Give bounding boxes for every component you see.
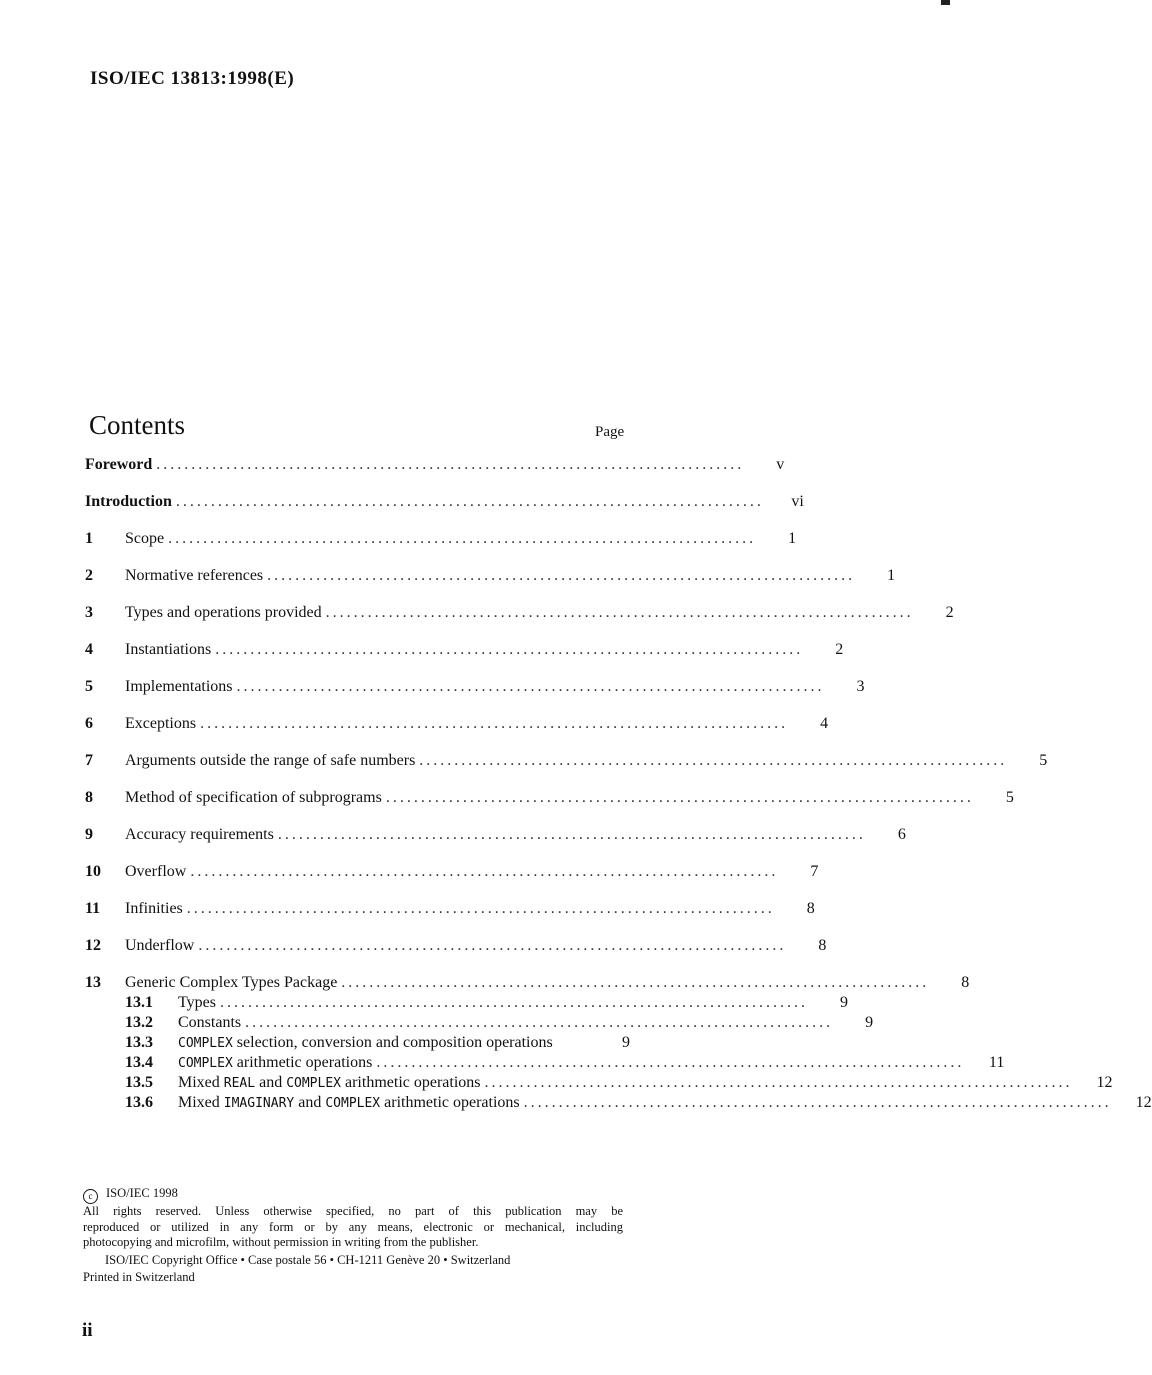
dot-leader: ....................................................................................: [245, 1014, 834, 1031]
rights-text: reproduced or utilized in any form or by any means, electronic or mechanical, including: [83, 1219, 623, 1234]
toc-entry-number: 12: [85, 937, 101, 954]
dot-leader: ....................................................................................: [200, 715, 789, 732]
toc-entry-title: Exceptions: [125, 715, 197, 732]
toc-subentry-number: 13.5: [125, 1074, 153, 1091]
toc-entry-underflow[interactable]: [85, 937, 827, 957]
copyright-icon: c: [83, 1189, 98, 1204]
dot-leader: ....................................................................................: [385, 789, 974, 806]
toc-entry-page: 5: [1005, 789, 1014, 806]
toc-entry-title: Underflow: [125, 937, 195, 954]
dot-leader: ....................................................................................: [236, 678, 825, 695]
copyright-line: c ISO/IEC 1998: [83, 1186, 623, 1204]
toc-entry-number: 13: [85, 974, 101, 991]
dot-leader: ....................................................................................: [267, 567, 856, 584]
toc-entry-title: Arguments outside the range of safe numbers: [125, 752, 416, 769]
code-keyword: IMAGINARY: [223, 1096, 295, 1111]
toc-subentry-title: Mixed REAL and COMPLEX arithmetic operations: [178, 1074, 481, 1091]
toc-subentry-page: 12: [1096, 1074, 1113, 1091]
toc-entry-number: 3: [85, 604, 93, 621]
toc-entry-foreword[interactable]: [85, 456, 785, 476]
toc-entry-accuracy-requirements[interactable]: [85, 826, 906, 846]
dot-leader: ....................................................................................: [219, 994, 808, 1011]
toc-subentry-page: 12: [1135, 1094, 1152, 1111]
toc-entry-page: 2: [835, 641, 844, 658]
toc-subentry-page: 9: [839, 994, 848, 1011]
toc-subentry-mixed-real-complex[interactable]: [85, 1074, 1113, 1094]
toc-entry-generic-complex-types[interactable]: [85, 974, 970, 994]
code-keyword: REAL: [223, 1076, 256, 1091]
toc-subentry-title: Types: [178, 994, 216, 1011]
code-keyword: COMPLEX: [286, 1076, 341, 1091]
toc-entry-exceptions[interactable]: [85, 715, 829, 735]
toc-subentry-page: 9: [622, 1034, 630, 1051]
dot-leader: ....................................................................................: [277, 826, 866, 843]
dot-leader: ....................................................................................: [156, 456, 745, 473]
dot-leader: ....................................................................................: [341, 974, 930, 991]
toc-entry-title: Method of specification of subprograms: [125, 789, 382, 806]
document-header-title: ISO/IEC 13813:1998(E): [90, 68, 295, 89]
dot-leader: ....................................................................................: [198, 937, 787, 954]
toc-entry-title: Infinities: [125, 900, 183, 917]
toc-subentry-complex-selection[interactable]: [85, 1034, 630, 1054]
toc-entry-title: Normative references: [125, 567, 264, 584]
toc-subentry-mixed-imaginary-complex[interactable]: [85, 1094, 1152, 1114]
dot-leader: ....................................................................................: [168, 530, 757, 547]
dot-leader: ....................................................................................: [215, 641, 804, 658]
toc-entry-number: 4: [85, 641, 93, 658]
scan-edge-mark: [941, 0, 950, 5]
toc-subentry-title: Constants: [178, 1014, 242, 1031]
toc-entry-page: 1: [788, 530, 797, 547]
toc-subentry-title: COMPLEX arithmetic operations: [178, 1054, 373, 1071]
dot-leader: ....................................................................................: [376, 1054, 965, 1071]
copyright-office-address: ISO/IEC Copyright Office • Case postale 56 • CH-1211 Genève 20 • Switzerland: [105, 1252, 511, 1267]
toc-entry-instantiations[interactable]: [85, 641, 844, 661]
toc-subentry-number: 13.3: [125, 1034, 153, 1051]
toc-entry-title: Generic Complex Types Package: [125, 974, 338, 991]
toc-entry-overflow[interactable]: [85, 863, 819, 883]
toc-entry-number: 1: [85, 530, 93, 547]
toc-entry-infinities[interactable]: [85, 900, 815, 920]
toc-subentry-constants[interactable]: [85, 1014, 874, 1034]
code-keyword: COMPLEX: [178, 1056, 233, 1071]
toc-subentry-title: COMPLEX selection, conversion and composition operations: [178, 1034, 553, 1051]
rights-text: All rights reserved. Unless otherwise specified, no part of this publication may be: [83, 1204, 623, 1218]
toc-entry-page: v: [776, 456, 785, 473]
toc-entry-number: 7: [85, 752, 93, 769]
toc-entry-page: 4: [820, 715, 829, 732]
toc-entry-page: 8: [806, 900, 815, 917]
toc-entry-implementations[interactable]: [85, 678, 865, 698]
toc-entry-number: 11: [85, 900, 101, 917]
toc-entry-title: Implementations: [125, 678, 233, 695]
toc-subentry-number: 13.4: [125, 1054, 153, 1071]
table-of-contents: [85, 456, 1152, 1114]
toc-subentry-number: 13.1: [125, 994, 153, 1011]
toc-entry-title: Scope: [125, 530, 165, 547]
toc-entry-title: Instantiations: [125, 641, 212, 658]
dot-leader: ....................................................................................: [484, 1074, 1073, 1091]
toc-subentry-page: 9: [865, 1014, 874, 1031]
toc-entry-types-and-operations[interactable]: [85, 604, 954, 624]
toc-subentry-title: Mixed IMAGINARY and COMPLEX arithmetic operations: [178, 1094, 520, 1111]
dot-leader: ....................................................................................: [190, 863, 779, 880]
toc-entry-normative-references[interactable]: [85, 567, 896, 587]
dot-leader: ....................................................................................: [325, 604, 914, 621]
copyright-notice: [83, 1186, 623, 1286]
toc-entry-page: 8: [818, 937, 827, 954]
toc-entry-number: 10: [85, 863, 101, 880]
printed-in: Printed in Switzerland: [83, 1270, 195, 1284]
rights-text: photocopying and microfilm, without permission in writing from the publisher.: [83, 1235, 479, 1249]
toc-subentry-number: 13.6: [125, 1094, 153, 1111]
page-number: ii: [82, 1320, 93, 1341]
dot-leader: ....................................................................................: [419, 752, 1008, 769]
toc-subentry-page: 11: [988, 1054, 1005, 1071]
toc-entry-title: Types and operations provided: [125, 604, 322, 621]
toc-entry-number: 2: [85, 567, 93, 584]
toc-entry-title: Overflow: [125, 863, 187, 880]
toc-entry-title: Accuracy requirements: [125, 826, 274, 843]
dot-leader: ....................................................................................: [186, 900, 775, 917]
toc-subentry-number: 13.2: [125, 1014, 153, 1031]
toc-entry-number: 5: [85, 678, 93, 695]
toc-subentry-types[interactable]: [85, 994, 848, 1014]
toc-entry-title: Introduction: [85, 493, 172, 510]
toc-entry-page: 2: [945, 604, 954, 621]
toc-entry-page: vi: [791, 493, 804, 510]
toc-entry-page: 5: [1039, 752, 1048, 769]
toc-entry-page: 8: [961, 974, 970, 991]
toc-subentry-complex-arithmetic[interactable]: [85, 1054, 1005, 1074]
toc-entry-page: 3: [856, 678, 865, 695]
toc-entry-title: Foreword: [85, 456, 153, 473]
code-keyword: COMPLEX: [178, 1036, 233, 1051]
dot-leader: ....................................................................................: [523, 1094, 1112, 1111]
page-column-label: Page: [595, 424, 625, 440]
toc-entry-number: 6: [85, 715, 93, 732]
toc-entry-page: 6: [897, 826, 906, 843]
dot-leader: ....................................................................................: [175, 493, 764, 510]
toc-entry-introduction[interactable]: [85, 493, 804, 513]
toc-entry-scope[interactable]: [85, 530, 797, 550]
contents-heading: Contents: [89, 410, 186, 440]
code-keyword: COMPLEX: [325, 1096, 381, 1111]
toc-entry-page: 1: [887, 567, 896, 584]
toc-entry-page: 7: [810, 863, 819, 880]
toc-entry-arguments-outside-range[interactable]: [85, 752, 1048, 772]
toc-entry-method-of-specification[interactable]: [85, 789, 1014, 809]
toc-entry-number: 8: [85, 789, 93, 806]
toc-entry-number: 9: [85, 826, 93, 843]
